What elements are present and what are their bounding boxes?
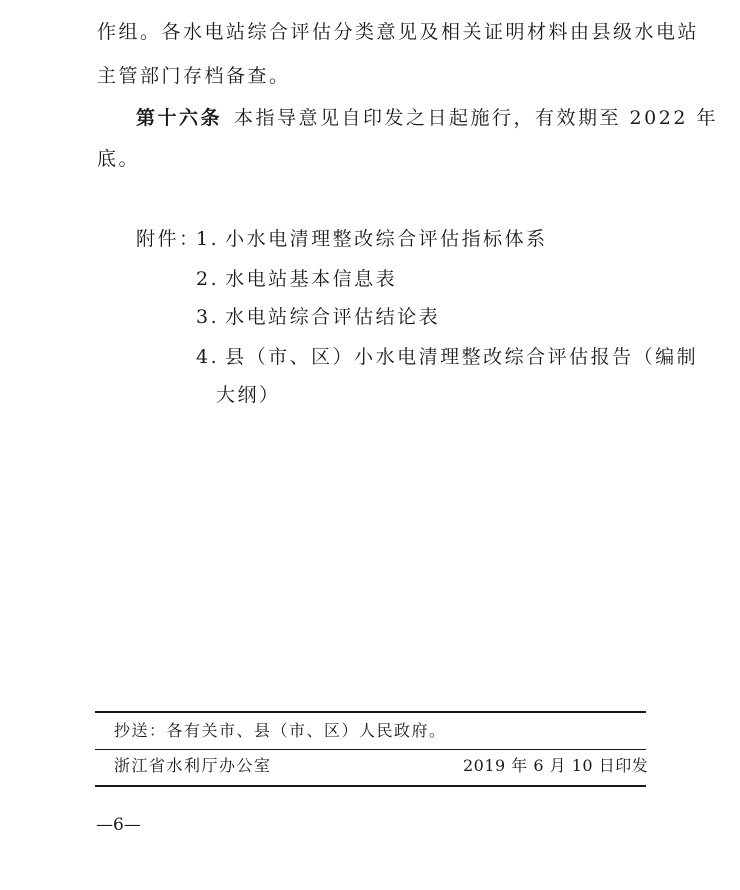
page-number: —6—: [96, 815, 141, 835]
attachment-item-4: [196, 348, 698, 367]
attachments-label: 附件：: [136, 228, 201, 250]
cc-line: 抄送：各有关市、县（市、区）人民政府。: [114, 721, 447, 740]
attachment-num: 2.: [196, 268, 220, 290]
article-label: 第十六条: [136, 107, 223, 129]
attachment-item-1: [196, 230, 548, 249]
attachment-text: 水电站基本信息表: [225, 268, 398, 290]
issue-date: 2019 年 6 月 10 日印发: [463, 756, 649, 775]
article-text: 本指导意见自印发之日起施行，有效期至 2022 年: [234, 107, 718, 129]
attachment-item-2: [196, 270, 397, 289]
body-line-1: 作组。各水电站综合评估分类意见及相关证明材料由县级水电站: [97, 21, 700, 43]
footer-top-rule: [95, 711, 646, 713]
issuer: 浙江省水利厅办公室: [114, 756, 272, 775]
attachment-num: 4.: [196, 346, 220, 368]
article-16: [136, 109, 718, 128]
attachment-text: 县（市、区）小水电清理整改综合评估报告（编制: [225, 346, 699, 368]
attachment-item-4-cont: 大纲）: [216, 384, 281, 406]
body-line-2: 主管部门存档备查。: [97, 65, 291, 87]
footer-bottom-rule: [95, 785, 646, 787]
footer-mid-rule: [95, 749, 646, 750]
attachment-item-3: [196, 308, 440, 327]
attachment-num: 1.: [196, 228, 220, 250]
attachment-text: 水电站综合评估结论表: [225, 306, 441, 328]
article-16-cont: 底。: [97, 148, 141, 170]
attachment-num: 3.: [196, 306, 220, 328]
attachment-text: 小水电清理整改综合评估指标体系: [225, 228, 548, 250]
